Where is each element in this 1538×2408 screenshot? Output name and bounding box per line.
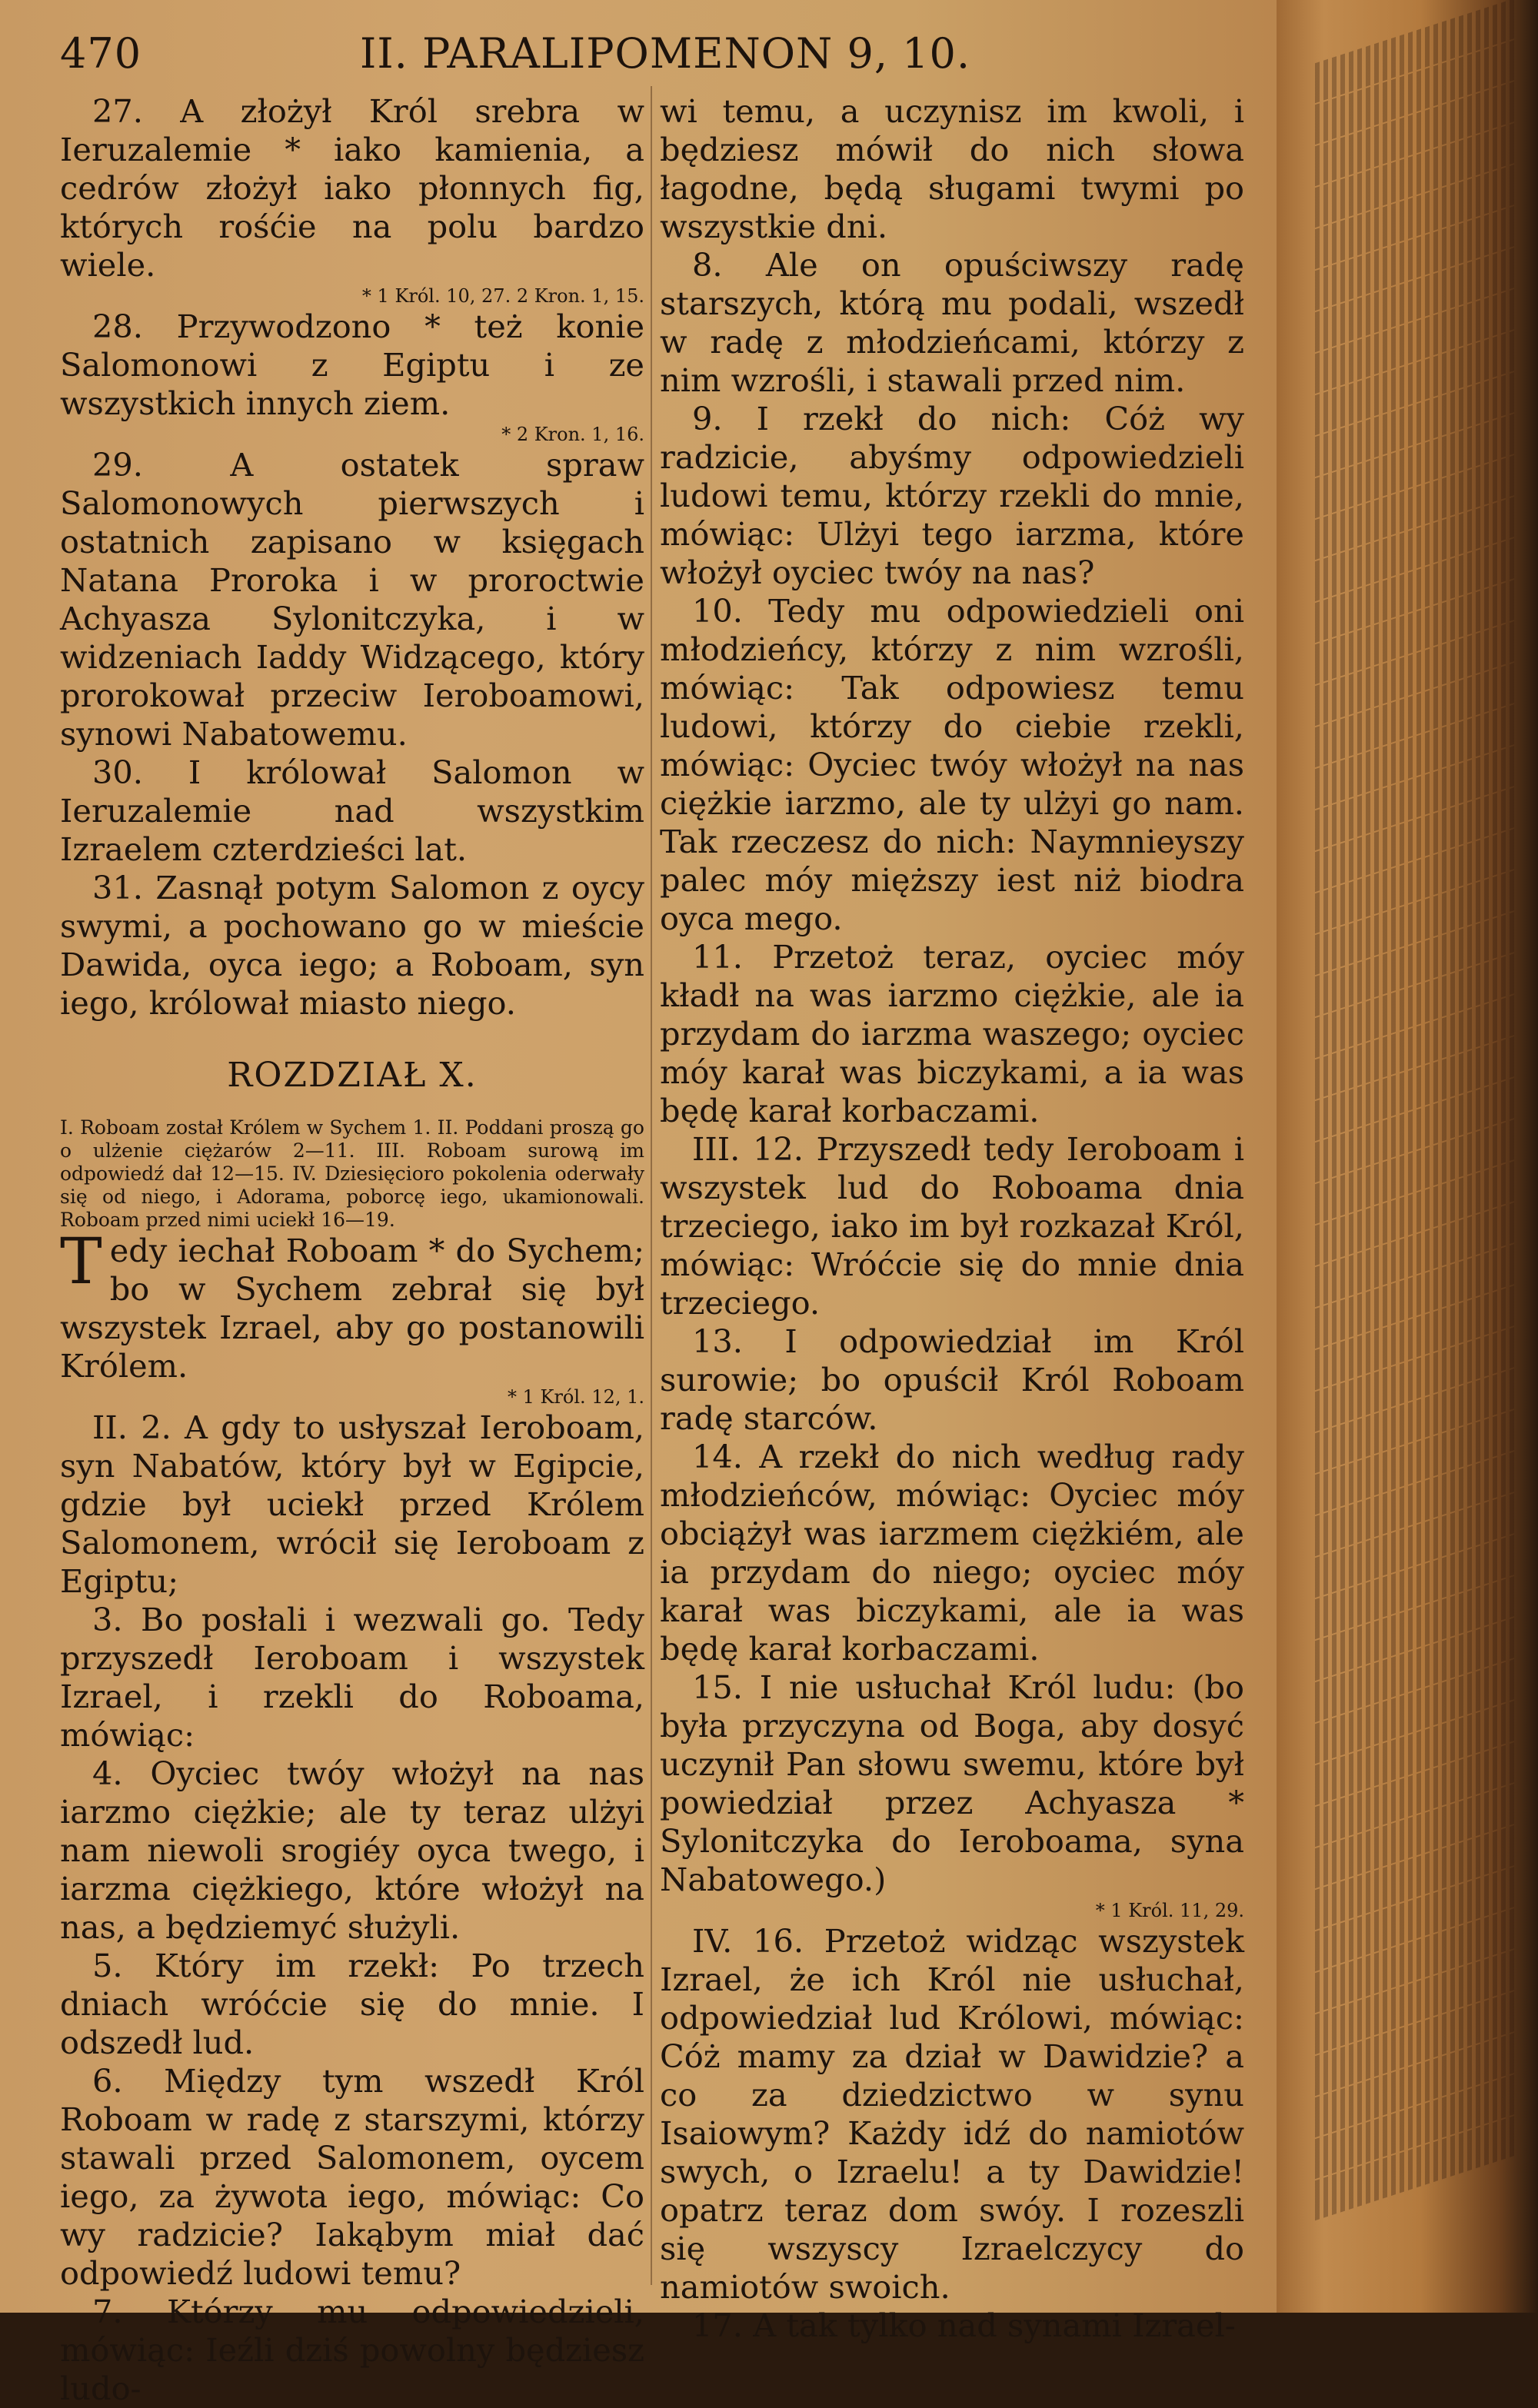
verse-9: 9. I rzekł do nich: Cóż wy radzicie, abyśmy odpowiedzieli ludowi temu, którzy rzekli do mnie, mówiąc: Ulżyi tego iarzma, które włożył oyciec twóy na nas? xyxy=(660,400,1244,591)
verse-3: 3. Bo posłali i wezwali go. Tedy przyszedł Ieroboam i wszystek Izrael, i rzekli do Roboama, mówiąc: xyxy=(60,1601,644,1754)
verse-30: 30. I królował Salomon w Ieruzalemie nad wszystkim Izraelem czterdzieści lat. xyxy=(60,753,644,868)
chapter-title: ROZDZIAŁ X. xyxy=(227,1056,478,1095)
footnote-ref: * 1 Król. 12, 1. xyxy=(507,1386,644,1408)
verse-1-text: edy iechał Roboam * do Sychem; bo w Sychem zebrał się był wszystek Izrael, aby go postanowili Królem. xyxy=(60,1232,644,1385)
facing-page-edge xyxy=(1277,0,1538,2313)
verse-7-continued: wi temu, a uczynisz im kwoli, i będziesz mówił do nich słowa łagodne, będą sługami twymi po wszystkie dni. xyxy=(660,92,1244,245)
verse-7: 7. Którzy mu odpowiedzieli, mówiąc: Ieźli dziś powolny będziesz ludo- xyxy=(60,2293,644,2407)
verse-17: 17. A tak tylko nad synami Izrael- xyxy=(692,2307,1236,2344)
verse-10: 10. Tedy mu odpowiedzieli oni młodzieńcy, którzy z nim wzrośli, mówiąc: Tak odpowiesz temu ludowi, którzy do ciebie rzekli, mówiąc: Oyciec twóy włożył na nas ciężkie iarzmo, ale ty ulżyi go nam. Tak rzeczesz do nich: Naymnieyszy palec móy mięższy iest niż biodra oyca mego. xyxy=(660,592,1244,937)
verse-6: 6. Między tym wszedł Król Roboam w radę z starszymi, którzy stawali przed Salomonem, oycem iego, za żywota iego, mówiąc: Co wy radzicie? Iakąbym miał dać odpowiedź ludowi temu? xyxy=(60,2062,644,2292)
right-column xyxy=(660,92,1244,2344)
verse-28: 28. Przywodzono * też konie Salomonowi z Egiptu i ze wszystkich innych ziem. xyxy=(60,308,644,422)
verse-15: 15. I nie usłuchał Król ludu: (bo była przyczyna od Boga, aby dosyć uczynił Pan słowu swemu, które był powiedział przez Achyasza * Sylonitczyka do Ieroboama, syna Nabatowego.) xyxy=(660,1668,1244,1898)
verse-4: 4. Oyciec twóy włożył na nas iarzmo ciężkie; ale ty teraz ulżyi nam niewoli srogiéy oyca twego, i iarzma ciężkiego, które włożył na nas, a będziemyć służyli. xyxy=(60,1754,644,1946)
verse-1 xyxy=(60,1226,644,1385)
verse-27: 27. A złożył Król srebra w Ieruzalemie * iako kamienia, a cedrów złożył iako płonnych fig, których rośćie na polu bardzo wiele. xyxy=(60,92,644,284)
verse-2: II. 2. A gdy to usłyszał Ieroboam, syn Nabatów, który był w Egipcie, gdzie był uciekł przed Królem Salomonem, wrócił się Ieroboam z Egiptu; xyxy=(60,1409,644,1600)
verse-5: 5. Który im rzekł: Po trzech dniach wróćcie się do mnie. I odszedł lud. xyxy=(60,1947,644,2061)
running-head: II. PARALIPOMENON 9, 10. xyxy=(360,29,971,78)
verse-8: 8. Ale on opuściwszy radę starszych, którą mu podali, wszedł w radę z młodzieńcami, którzy z nim wzrośli, i stawali przed nim. xyxy=(660,246,1244,399)
verse-31: 31. Zasnął potym Salomon z oycy swymi, a pochowano go w mieście Dawida, oyca iego; a Roboam, syn iego, królował miasto niego. xyxy=(60,869,644,1022)
page-header xyxy=(60,29,1244,83)
page-number: 470 xyxy=(60,29,142,78)
verse-11: 11. Przetoż teraz, oyciec móy kładł na was iarzmo ciężkie, ale ia przydam do iarzma waszego; oyciec móy karał was biczykami, a ia was będę karał korbaczami. xyxy=(660,938,1244,1129)
verse-29: 29. A ostatek spraw Salomonowych pierwszych i ostatnich zapisano w księgach Natana Proroka i w proroctwie Achyasza Sylonitczyka, i w widzeniach Iaddy Widzącego, który prorokował przeciw Ieroboamowi, synowi Nabatowemu. xyxy=(60,446,644,753)
chapter-summary: I. Roboam został Królem w Sychem 1. II. Poddani proszą go o ulżenie ciężarów 2—11. III. Roboam surową im odpowiedź dał 12—15. IV. Dziesięcioro pokolenia oderwały się od niego, i Adorama, poborcę iego, ukamionowali. Roboam przed nimi uciekł 16—19. xyxy=(60,1116,644,1231)
footnote-ref: * 1 Król. 10, 27. 2 Kron. 1, 15. xyxy=(361,285,644,307)
drop-cap: T xyxy=(60,1226,102,1299)
left-column xyxy=(60,92,644,2407)
facing-page-blurred-text xyxy=(1315,31,1515,2190)
verse-16: IV. 16. Przetoż widząc wszystek Izrael, że ich Król nie usłuchał, odpowiedział lud Królowi, mówiąc: Cóż mamy za dział w Dawidzie? a co za dziedzictwo w synu Isaiowym? Każdy idź do namiotów swych, o Izraelu! a ty Dawidzie! opatrz teraz dom swóy. I rozeszli się wszyscy Izraelczycy do namiotów swoich. xyxy=(660,1922,1244,2306)
verse-14: 14. A rzekł do nich według rady młodzieńców, mówiąc: Oyciec móy obciążył was iarzmem ciężkiém, ale ia przydam do niego; oyciec móy karał was biczykami, ale ia was będę karał korbaczami. xyxy=(660,1438,1244,1668)
footnote-ref: * 2 Kron. 1, 16. xyxy=(501,424,644,445)
verse-12: III. 12. Przyszedł tedy Ieroboam i wszystek lud do Roboama dnia trzeciego, iako im był rozkazał Król, mówiąc: Wróćcie się do mnie dnia trzeciego. xyxy=(660,1130,1244,1322)
footnote-ref: * 1 Król. 11, 29. xyxy=(1095,1900,1244,1921)
column-divider xyxy=(651,86,652,2285)
verse-13: 13. I odpowiedział im Król surowie; bo opuścił Król Roboam radę starców. xyxy=(660,1322,1244,1437)
